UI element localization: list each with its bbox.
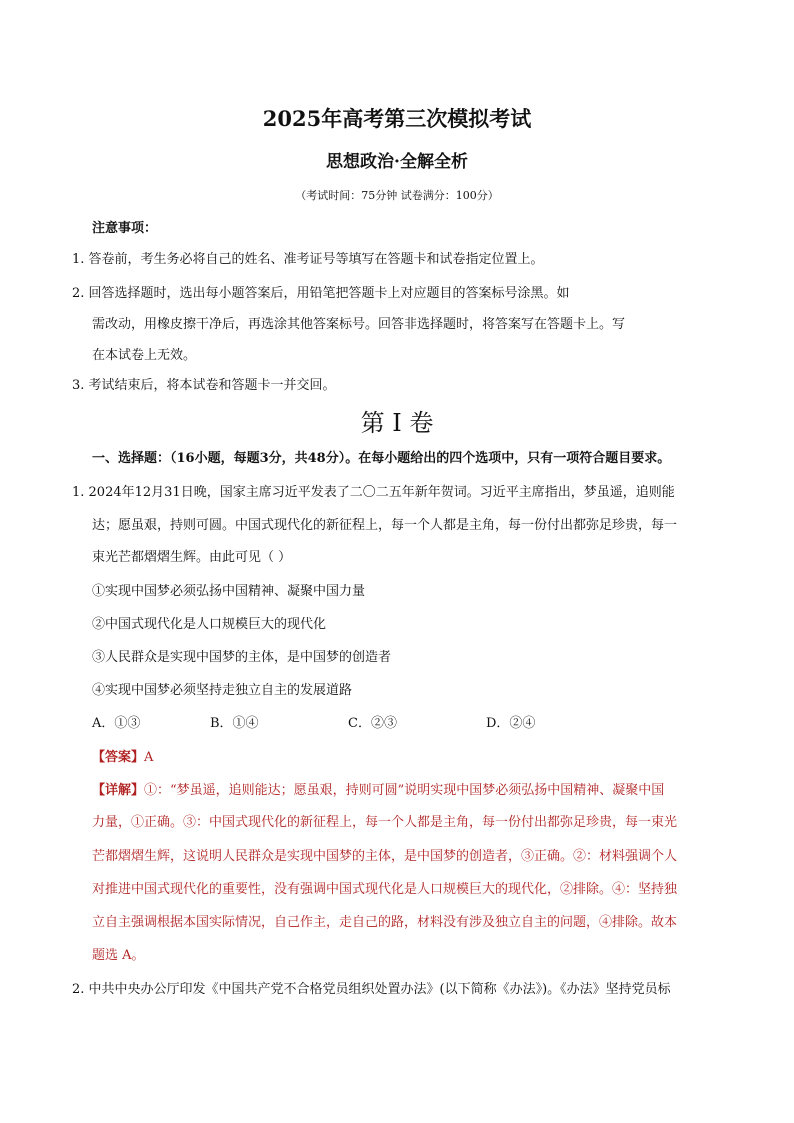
page-subtitle: 思想政治·全解全析 (326, 152, 468, 172)
notice-item: 需改动，用橡皮擦干净后，再选涂其他答案标号。回答非选择题时，将答案写在答题卡上。写 (92, 317, 626, 332)
statement: ②中国式现代化是人口规模巨大的现代化 (92, 617, 327, 632)
question-stem: 1. 2024年12月31日晚，国家主席习近平发表了二〇二五年新年贺词。习近平主席指出，梦虽遥，追则能 (72, 485, 675, 500)
notice-item: 3. 考试结束后，将本试卷和答题卡一并交回。 (72, 378, 336, 393)
answer (92, 746, 153, 765)
detail-line: 芒都熠熠生辉，这说明人民群众是实现中国梦的主体，是中国梦的创造者，③正确。②：材料强调个人 (92, 849, 678, 864)
option-d: D．②④ (486, 716, 536, 731)
page-title: 2025年高考第三次模拟考试 (262, 106, 532, 131)
question-stem: 束光芒都熠熠生辉。由此可见（ ） (92, 550, 292, 565)
detail-line: 立自主强调根据本国实际情况，自己作主，走自己的路，材料没有涉及独立自主的问题，④排除。故本 (92, 915, 678, 930)
detail-text: ①：“梦虽遥，追则能达；愿虽艰，持则可圆”说明实现中国梦必须弘扬中国精神、凝聚中国 (144, 783, 665, 798)
question-stem: 2. 中共中央办公厅印发《中国共产党不合格党员组织处置办法》(以下简称《办法》)。《办法》坚持党员标 (72, 982, 671, 997)
option-a: A．①③ (92, 716, 141, 731)
detail-line (92, 779, 664, 798)
option-c: C．②③ (348, 716, 397, 731)
detail-line: 对推进中国式现代化的重要性，没有强调中国式现代化是人口规模巨大的现代化，②排除。④：坚持独 (92, 882, 678, 897)
notice-heading: 注意事项： (92, 221, 158, 236)
statement: ①实现中国梦必须弘扬中国精神、凝聚中国力量 (92, 584, 366, 599)
notice-item: 2. 回答选择题时，选出每小题答案后，用铅笔把答题卡上对应题目的答案标号涂黑。如 (72, 286, 570, 301)
statement: ③人民群众是实现中国梦的主体，是中国梦的创造者 (92, 650, 392, 665)
detail-label: 【详解】 (92, 783, 145, 798)
section-title: 第 I 卷 (360, 409, 434, 437)
detail-line: 题选 A。 (92, 948, 145, 963)
detail-line: 力量，①正确。③：中国式现代化的新征程上，每一个人都是主角，每一份付出都弥足珍贵，每一束光 (92, 815, 678, 830)
exam-meta: （考试时间：75分钟 试卷满分：100分） (295, 189, 499, 202)
notice-item: 在本试卷上无效。 (92, 348, 197, 363)
option-b: B．①④ (210, 716, 259, 731)
answer-label: 【答案】 (92, 750, 145, 765)
statement: ④实现中国梦必须坚持走独立自主的发展道路 (92, 683, 353, 698)
answer-value: A (144, 750, 154, 765)
notice-item: 1. 答卷前，考生务必将自己的姓名、准考证号等填写在答题卡和试卷指定位置上。 (72, 252, 544, 267)
section-instruction: 一、选择题：（16小题，每题3分，共48分）。在每小题给出的四个选项中，只有一项符合题目要求。 (92, 451, 671, 466)
question-stem: 达；愿虽艰，持则可圆。中国式现代化的新征程上，每一个人都是主角，每一份付出都弥足珍贵，每一 (92, 518, 678, 533)
